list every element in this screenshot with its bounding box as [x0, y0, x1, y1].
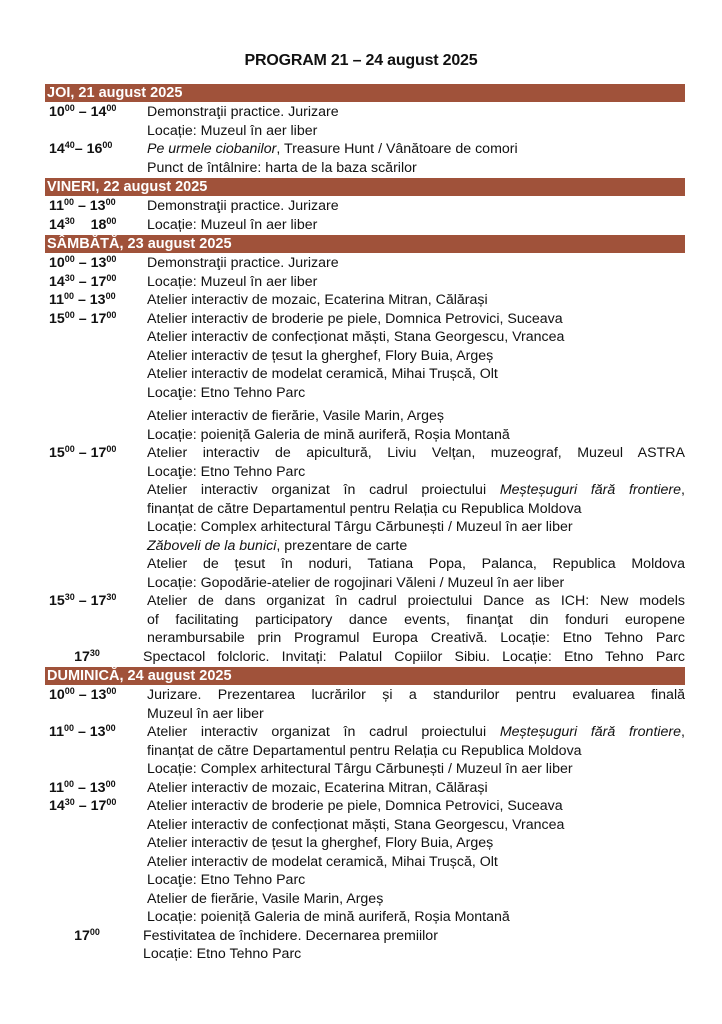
time-range — [45, 927, 129, 964]
time-range — [45, 592, 147, 648]
time-separator: – — [74, 687, 91, 703]
description-line — [147, 463, 685, 482]
description-line — [147, 592, 685, 611]
line-text: Demonstraţii practice. Jurizare — [147, 198, 339, 214]
time-minutes: 30 — [64, 592, 75, 602]
description-line — [147, 574, 685, 593]
time-range — [45, 797, 147, 927]
time-range — [45, 254, 147, 273]
time-minutes: 00 — [106, 254, 117, 264]
line-text: Atelier interactiv de confecționat măști, Stana Georgescu, Vrancea — [147, 816, 565, 833]
description-line — [147, 407, 685, 426]
line-text: Jurizare. Prezentarea lucrărilor și a standurilor pentru evaluarea finală — [147, 687, 685, 703]
time-range — [45, 273, 147, 292]
time-hour: 17 — [90, 798, 107, 814]
time-hour: 16 — [86, 141, 103, 157]
description-line — [147, 705, 685, 724]
time-hour: 11 — [49, 292, 64, 308]
description-line — [147, 140, 685, 159]
time-hour: 13 — [89, 779, 106, 796]
description-line — [147, 365, 685, 384]
schedule-entry — [45, 723, 685, 779]
schedule-entry — [45, 444, 685, 592]
time-minutes: 00 — [64, 254, 75, 264]
time-hour: 15 — [49, 310, 65, 327]
line-text-suffix: , — [681, 482, 685, 498]
description-line — [147, 742, 685, 761]
line-text: of facilitating participatory dance events, finanţat din fonduri europene — [147, 611, 685, 628]
line-text-suffix: , — [681, 724, 685, 740]
line-text: Spectacol folcloric. Invitați: Palatul Copiilor Sibiu. Locație: Etno Tehno Parc — [143, 648, 685, 665]
time-range — [45, 723, 147, 779]
time-hour: 14 — [49, 798, 65, 814]
entry-description — [143, 648, 685, 667]
time-separator: – — [74, 141, 87, 157]
description-line — [147, 760, 685, 779]
line-text: Demonstraţii practice. Jurizare — [147, 104, 339, 120]
entry-description — [147, 291, 685, 310]
time-hour: 11 — [49, 779, 64, 796]
entry-description — [147, 197, 685, 216]
description-line — [147, 310, 685, 329]
time-range — [45, 216, 147, 235]
time-separator: – — [74, 255, 91, 271]
line-text: Locație: Complex arhitectural Târgu Cărbunești / Muzeul în aer liber — [147, 519, 573, 535]
description-line — [147, 797, 685, 816]
time-separator: – — [74, 779, 90, 796]
line-text: , prezentare de carte — [276, 537, 408, 554]
time-hour: 13 — [89, 724, 106, 740]
description-line — [147, 518, 685, 537]
time-hour: 13 — [89, 198, 106, 214]
italic-project-name: Meșteșuguri fără frontiere — [499, 482, 682, 498]
line-text: Atelier interactiv organizat în cadrul proiectului — [147, 724, 500, 740]
time-hour: 10 — [49, 104, 65, 120]
time-minutes: 30 — [89, 647, 100, 658]
day-header: SÂMBĂTĂ, 23 august 2025 — [45, 235, 685, 253]
line-text: Atelier de țesut în noduri, Tatiana Popa, Palanca, Republica Moldova — [147, 556, 685, 572]
time-hour: 17 — [74, 648, 90, 665]
line-text: Festivitatea de închidere. Decernarea premiilor — [143, 927, 438, 944]
time-hour: 10 — [49, 255, 65, 271]
line-text: finanțat de către Departamentul pentru Relația cu Republica Moldova — [147, 742, 582, 759]
time-minutes: 00 — [106, 797, 117, 807]
line-text: Locație: Muzeul în aer liber — [147, 122, 318, 139]
line-text: Atelier interactiv de țesut la gherghef, Flory Buia, Argeș — [147, 347, 494, 364]
schedule-entry — [45, 197, 685, 216]
description-line — [147, 834, 685, 853]
time-minutes: 00 — [64, 197, 75, 207]
time-minutes: 00 — [64, 103, 75, 113]
time-minutes: 00 — [106, 309, 117, 320]
line-text: Locație: Muzeul în aer liber — [147, 273, 318, 290]
line-text: Locație: poieniță Galeria de mină auriferă, Roșia Montană — [147, 909, 510, 925]
time-minutes: 00 — [64, 778, 75, 789]
time-minutes: 30 — [64, 272, 75, 283]
time-minutes: 00 — [89, 926, 100, 937]
description-line — [147, 273, 685, 292]
schedule-entry — [45, 291, 685, 310]
description-line — [147, 254, 685, 273]
time-hour: 18 — [90, 216, 107, 233]
line-text: Demonstraţii practice. Jurizare — [147, 255, 339, 271]
entry-description — [147, 592, 685, 648]
time-hour: 11 — [49, 724, 64, 740]
description-line — [147, 871, 685, 890]
line-text: Atelier interactiv de confecționat măști, Stana Georgescu, Vrancea — [147, 329, 565, 345]
entry-description — [143, 927, 685, 964]
time-minutes: 00 — [64, 686, 75, 696]
time-hour: 17 — [90, 593, 107, 609]
time-minutes: 00 — [64, 723, 75, 733]
entry-description — [147, 103, 685, 140]
line-text: Atelier interactiv de modelat ceramică, Mihai Trușcă, Olt — [147, 853, 498, 870]
time-minutes: 00 — [106, 215, 117, 226]
time-range — [45, 197, 147, 216]
time-minutes: 30 — [106, 592, 117, 602]
line-text: Locație: Complex arhitectural Târgu Cărbunești / Muzeul în aer liber — [147, 761, 573, 777]
entry-description — [147, 216, 685, 235]
line-text: finanțat de către Departamentul pentru Relația cu Republica Moldova — [147, 500, 582, 517]
italic-title: Zăboveli de la bunici — [147, 537, 277, 554]
entry-description — [147, 723, 685, 779]
description-line — [147, 197, 685, 216]
line-text: Muzeul în aer liber — [147, 705, 264, 722]
description-line — [143, 648, 685, 667]
description-line — [147, 159, 685, 178]
time-separator: – — [74, 310, 91, 327]
schedule-entry — [45, 216, 685, 235]
entry-description — [147, 310, 685, 445]
description-line — [143, 927, 685, 946]
time-hour: 14 — [49, 216, 65, 233]
time-minutes: 40 — [64, 140, 75, 150]
time-hour: 14 — [90, 104, 107, 120]
time-separator: – — [74, 445, 91, 461]
time-minutes: 00 — [64, 291, 75, 301]
line-text: Atelier interactiv de modelat ceramică, Mihai Trușcă, Olt — [147, 366, 498, 382]
line-text: Atelier interactiv de broderie pe piele, Domnica Petrovici, Suceava — [147, 798, 563, 814]
time-range — [45, 444, 147, 592]
time-hour: 17 — [90, 310, 107, 327]
day-header: VINERI, 22 august 2025 — [45, 178, 685, 196]
time-range — [45, 310, 147, 445]
time-minutes: 00 — [64, 309, 75, 320]
description-line — [147, 103, 685, 122]
time-hour: 11 — [49, 198, 64, 214]
time-separator: – — [74, 593, 91, 609]
line-text: Locație: Muzeul în aer liber — [147, 216, 318, 233]
program-schedule — [45, 83, 685, 964]
entry-description — [147, 797, 685, 927]
description-line — [147, 481, 685, 500]
time-separator: – — [74, 724, 90, 740]
line-text: Locaţie: Etno Tehno Parc — [147, 463, 306, 480]
page-title: PROGRAM 21 – 24 august 2025 — [244, 52, 478, 69]
time-range — [45, 686, 147, 723]
day-header: JOI, 21 august 2025 — [45, 84, 685, 102]
time-range — [45, 140, 147, 177]
line-text: Locaţie: Etno Tehno Parc — [147, 384, 306, 401]
description-line — [147, 426, 685, 445]
time-minutes: 00 — [105, 778, 116, 789]
time-minutes: 00 — [106, 272, 117, 283]
time-hour: 10 — [49, 687, 65, 703]
description-line — [147, 291, 685, 310]
italic-project-name: Meșteșuguri fără frontiere — [499, 724, 682, 740]
entry-description — [147, 686, 685, 723]
time-separator: – — [74, 104, 91, 120]
time-hour: 13 — [90, 255, 107, 271]
description-line — [147, 537, 685, 556]
description-line — [147, 611, 685, 630]
time-separator: – — [74, 273, 91, 290]
time-range — [45, 103, 147, 140]
entry-description — [147, 444, 685, 592]
entry-description — [147, 779, 685, 798]
line-text: Locație: poieniță Galeria de mină auriferă, Roșia Montană — [147, 426, 510, 443]
description-line — [147, 890, 685, 909]
time-hour: 15 — [49, 593, 65, 609]
time-separator: – — [74, 198, 90, 214]
time-minutes: 00 — [106, 103, 117, 113]
line-text: Atelier de fierărie, Vasile Marin, Argeș — [147, 890, 384, 907]
description-line — [147, 384, 685, 403]
schedule-entry — [45, 779, 685, 798]
schedule-entry — [45, 686, 685, 723]
description-line — [147, 686, 685, 705]
schedule-entry — [45, 273, 685, 292]
day-header: DUMINICĂ, 24 august 2025 — [45, 667, 685, 685]
time-hour: 17 — [90, 273, 107, 290]
time-minutes: 00 — [106, 686, 117, 696]
description-line — [147, 444, 685, 463]
line-text: Atelier interactiv organizat în cadrul proiectului — [147, 482, 500, 498]
time-hour: 14 — [49, 141, 65, 157]
description-line — [147, 629, 685, 648]
time-hour: 17 — [90, 445, 107, 461]
time-minutes: 30 — [64, 797, 75, 807]
time-minutes: 00 — [106, 444, 117, 454]
time-hour: 15 — [49, 445, 65, 461]
line-text: , Treasure Hunt / Vânătoare de comori — [276, 141, 518, 157]
description-line — [147, 853, 685, 872]
description-line — [147, 723, 685, 742]
line-text: Punct de întâlnire: harta de la baza scărilor — [147, 159, 417, 176]
schedule-entry — [45, 140, 685, 177]
line-text: Locaţie: Etno Tehno Parc — [147, 872, 306, 888]
schedule-entry — [45, 254, 685, 273]
time-range — [45, 779, 147, 798]
description-line — [147, 122, 685, 141]
schedule-entry — [45, 927, 685, 964]
description-line — [147, 328, 685, 347]
schedule-entry — [45, 592, 685, 648]
time-separator: – — [74, 798, 91, 814]
entry-description — [147, 140, 685, 177]
time-minutes: 00 — [64, 444, 75, 454]
time-range — [45, 291, 147, 310]
schedule-entry — [45, 648, 685, 667]
time-minutes: 00 — [105, 291, 116, 301]
line-text: Locație: Gopodărie-atelier de rogojinari Văleni / Muzeul în aer liber — [147, 574, 565, 591]
time-hour: 13 — [89, 292, 106, 308]
line-text: Atelier interactiv de fierărie, Vasile Marin, Argeș — [147, 408, 445, 424]
description-line — [147, 216, 685, 235]
description-line — [147, 347, 685, 366]
description-line — [147, 816, 685, 835]
schedule-entry — [45, 103, 685, 140]
time-separator: – — [74, 292, 90, 308]
line-text: Atelier interactiv de mozaic, Ecaterina Mitran, Călărași — [147, 779, 488, 796]
description-line — [147, 908, 685, 927]
description-line — [147, 779, 685, 798]
line-text: Atelier interactiv de țesut la gherghef, Flory Buia, Argeș — [147, 835, 494, 851]
time-minutes: 00 — [105, 197, 116, 207]
time-hour: 17 — [74, 927, 90, 944]
time-range — [45, 648, 129, 667]
line-text: Atelier interactiv de apicultură, Liviu Velțan, muzeograf, Muzeul ASTRA — [147, 445, 685, 461]
italic-title: Pe urmele ciobanilor — [147, 141, 277, 157]
time-separator — [75, 217, 91, 233]
line-text: Atelier de dans organizat în cadrul proiectului Dance as ICH: New models — [147, 593, 685, 609]
description-line — [147, 555, 685, 574]
schedule-entry — [45, 310, 685, 445]
time-minutes: 00 — [102, 140, 113, 150]
line-text: Atelier interactiv de mozaic, Ecaterina Mitran, Călărași — [147, 292, 488, 308]
schedule-entry — [45, 797, 685, 927]
description-line — [143, 945, 685, 964]
time-hour: 13 — [90, 687, 107, 703]
time-hour: 14 — [49, 273, 65, 290]
time-minutes: 00 — [105, 723, 116, 733]
entry-description — [147, 254, 685, 273]
description-line — [147, 500, 685, 519]
line-text: Atelier interactiv de broderie pe piele, Domnica Petrovici, Suceava — [147, 310, 563, 327]
line-text: Locație: Etno Tehno Parc — [143, 946, 302, 962]
entry-description — [147, 273, 685, 292]
time-minutes: 30 — [64, 215, 75, 226]
line-text: nerambursabile prin Programul Europa Creativă. Locație: Etno Tehno Parc — [147, 630, 685, 646]
